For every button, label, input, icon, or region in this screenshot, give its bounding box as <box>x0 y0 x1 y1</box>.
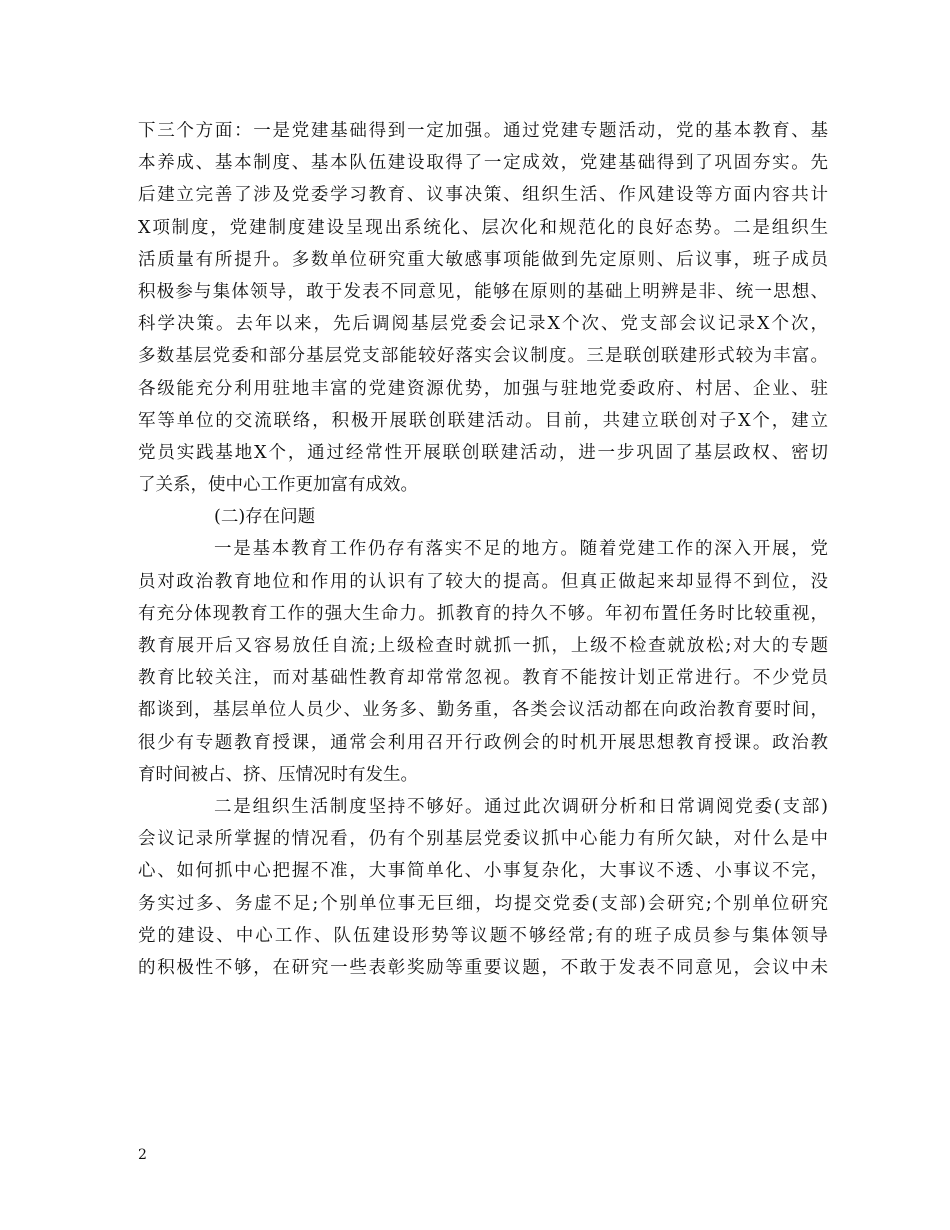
paragraph-first-line: 二是组织生活制度坚持不够好。通过此次调研分析和日常调阅党委(支部) <box>214 796 828 817</box>
text-line: 科学决策。去年以来，先后调阅基层党委会记录X个次、党支部会议记录X个次， <box>138 314 828 335</box>
text-line: 务实过多、务虚不足;个别单位事无巨细，均提交党委(支部)会研究;个别单位研究 <box>138 893 828 914</box>
text-line: 了关系，使中心工作更加富有成效。 <box>138 475 418 496</box>
page-number: 2 <box>138 1147 147 1163</box>
text-line: 员对政治教育地位和作用的认识有了较大的提高。但真正做起来却显得不到位，没 <box>138 571 828 592</box>
text-line: 心、如何抓中心把握不准，大事简单化、小事复杂化，大事议不透、小事议不完， <box>138 861 828 882</box>
text-line: X项制度，党建制度建设呈现出系统化、层次化和规范化的良好态势。二是组织生 <box>138 217 828 238</box>
text-line: 各级能充分利用驻地丰富的党建资源优势，加强与驻地党委政府、村居、企业、驻 <box>138 378 828 399</box>
text-line: 多数基层党委和部分基层党支部能较好落实会议制度。三是联创联建形式较为丰富。 <box>138 346 828 367</box>
text-line: 教育比较关注，而对基础性教育却常常忽视。教育不能按计划正常进行。不少党员 <box>138 668 828 689</box>
text-line: 有充分体现教育工作的强大生命力。抓教育的持久不够。年初布置任务时比较重视， <box>138 603 828 624</box>
text-line: 育时间被占、挤、压情况时有发生。 <box>138 764 418 785</box>
text-line: 教育展开后又容易放任自流;上级检查时就抓一抓，上级不检查就放松;对大的专题 <box>138 636 828 656</box>
text-line: 积极参与集体领导，敢于发表不同意见，能够在原则的基础上明辨是非、统一思想、 <box>138 281 828 302</box>
text-line: 很少有专题教育授课，通常会利用召开行政例会的时机开展思想教育授课。政治教 <box>138 732 828 753</box>
text-line: 党员实践基地X个，通过经常性开展联创联建活动，进一步巩固了基层政权、密切 <box>138 442 828 463</box>
section-heading: (二)存在问题 <box>214 507 316 528</box>
text-line: 活质量有所提升。多数单位研究重大敏感事项能做到先定原则、后议事，班子成员 <box>138 249 828 270</box>
text-line: 军等单位的交流联络，积极开展联创联建活动。目前，共建立联创对子X个，建立 <box>138 410 828 431</box>
text-line: 都谈到，基层单位人员少、业务多、勤务重，各类会议活动都在向政治教育要时间， <box>138 700 828 721</box>
paragraph-first-line: 一是基本教育工作仍存有落实不足的地方。随着党建工作的深入开展，党 <box>214 539 828 560</box>
text-line: 后建立完善了涉及党委学习教育、议事决策、组织生活、作风建设等方面内容共计 <box>138 185 828 206</box>
text-line: 下三个方面：一是党建基础得到一定加强。通过党建专题活动，党的基本教育、基 <box>138 121 828 141</box>
text-line: 会议记录所掌握的情况看，仍有个别基层党委议抓中心能力有所欠缺，对什么是中 <box>138 829 828 850</box>
text-line: 党的建设、中心工作、队伍建设形势等议题不够经常;有的班子成员参与集体领导 <box>138 925 828 946</box>
document-body <box>138 115 828 984</box>
text-line: 本养成、基本制度、基本队伍建设取得了一定成效，党建基础得到了巩固夯实。先 <box>138 153 828 174</box>
text-line: 的积极性不够，在研究一些表彰奖励等重要议题，不敢于发表不同意见，会议中未 <box>138 957 828 978</box>
